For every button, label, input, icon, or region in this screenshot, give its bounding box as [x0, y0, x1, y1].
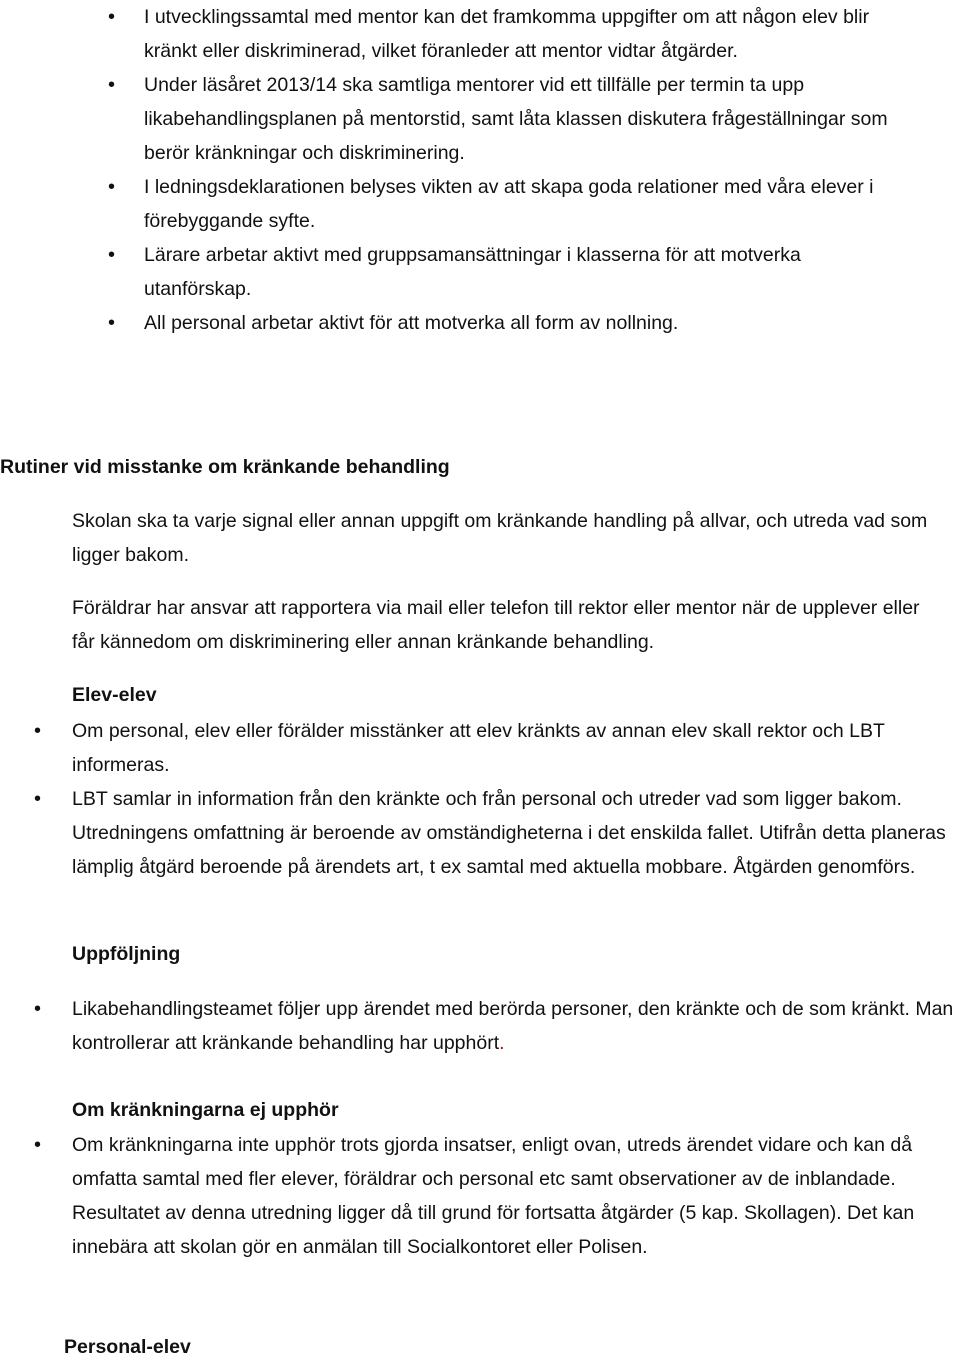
list-item: • Om personal, elev eller förälder misstänker att elev kränkts av annan elev skall rektor och LBT informeras.: [34, 714, 960, 782]
red-period: .: [499, 1032, 505, 1054]
paragraph: Föräldrar har ansvar att rapportera via mail eller telefon till rektor eller mentor när de upplever eller får kännedom om diskriminering eller annan kränkande behandling.: [72, 597, 920, 653]
prevention-list: [108, 0, 908, 340]
list-item: • I utvecklingssamtal med mentor kan det framkomma uppgifter om att någon elev blir kränkt eller diskriminerad, vilket föranleder att mentor vidtar åtgärder.: [108, 0, 908, 68]
subheading-ej-upphor: Om kränkningarna ej upphör: [72, 1099, 339, 1121]
subheading-uppfoljning: Uppföljning: [72, 943, 181, 965]
list-item: [34, 992, 960, 1060]
list-item: • I ledningsdeklarationen belyses vikten av att skapa goda relationer med våra elever i förebyggande syfte.: [108, 170, 908, 238]
list-item: • LBT samlar in information från den kränkte och från personal och utreder vad som ligger bakom. Utredningens omfattning är beroende av omständigheterna i det enskilda fallet. Utifrån detta planeras lämplig åtgärd beroende på ärendets art, t ex samtal med aktuella mobbare. Åtgärden genomförs.: [34, 782, 960, 884]
subheading-elev-elev: Elev-elev: [72, 684, 157, 706]
uppfoljning-list: [34, 992, 960, 1060]
list-item: • Under läsåret 2013/14 ska samtliga mentorer vid ett tillfälle per termin ta upp likabehandlingsplanen på mentorstid, samt låta klassen diskutera frågeställningar som berör kränkningar och diskriminering.: [108, 68, 908, 170]
list-item: • All personal arbetar aktivt för att motverka all form av nollning.: [108, 306, 908, 340]
ej-upphor-list: [34, 1128, 960, 1264]
elev-elev-list: [34, 714, 960, 884]
list-item: • Lärare arbetar aktivt med gruppsamansättningar i klasserna för att motverka utanförskap.: [108, 238, 908, 306]
subheading-personal-elev: Personal-elev: [64, 1336, 191, 1358]
paragraph: Skolan ska ta varje signal eller annan uppgift om kränkande handling på allvar, och utreda vad som ligger bakom.: [72, 510, 928, 566]
section-heading: Rutiner vid misstanke om kränkande behandling: [0, 456, 450, 478]
list-item: • Om kränkningarna inte upphör trots gjorda insatser, enligt ovan, utreds ärendet vidare och kan då omfatta samtal med fler elever, föräldrar och personal etc samt observationer av de inblandade. Resultatet av denna utredning ligger då till grund för fortsatta åtgärder (5 kap. Skollagen). Det kan innebära att skolan gör en anmälan till Socialkontoret eller Polisen.: [34, 1128, 960, 1264]
list-item-text: Likabehandlingsteamet följer upp ärendet med berörda personer, den kränkte och de som kränkt. Man kontrollerar att kränkande behandling har upphört: [72, 998, 954, 1054]
